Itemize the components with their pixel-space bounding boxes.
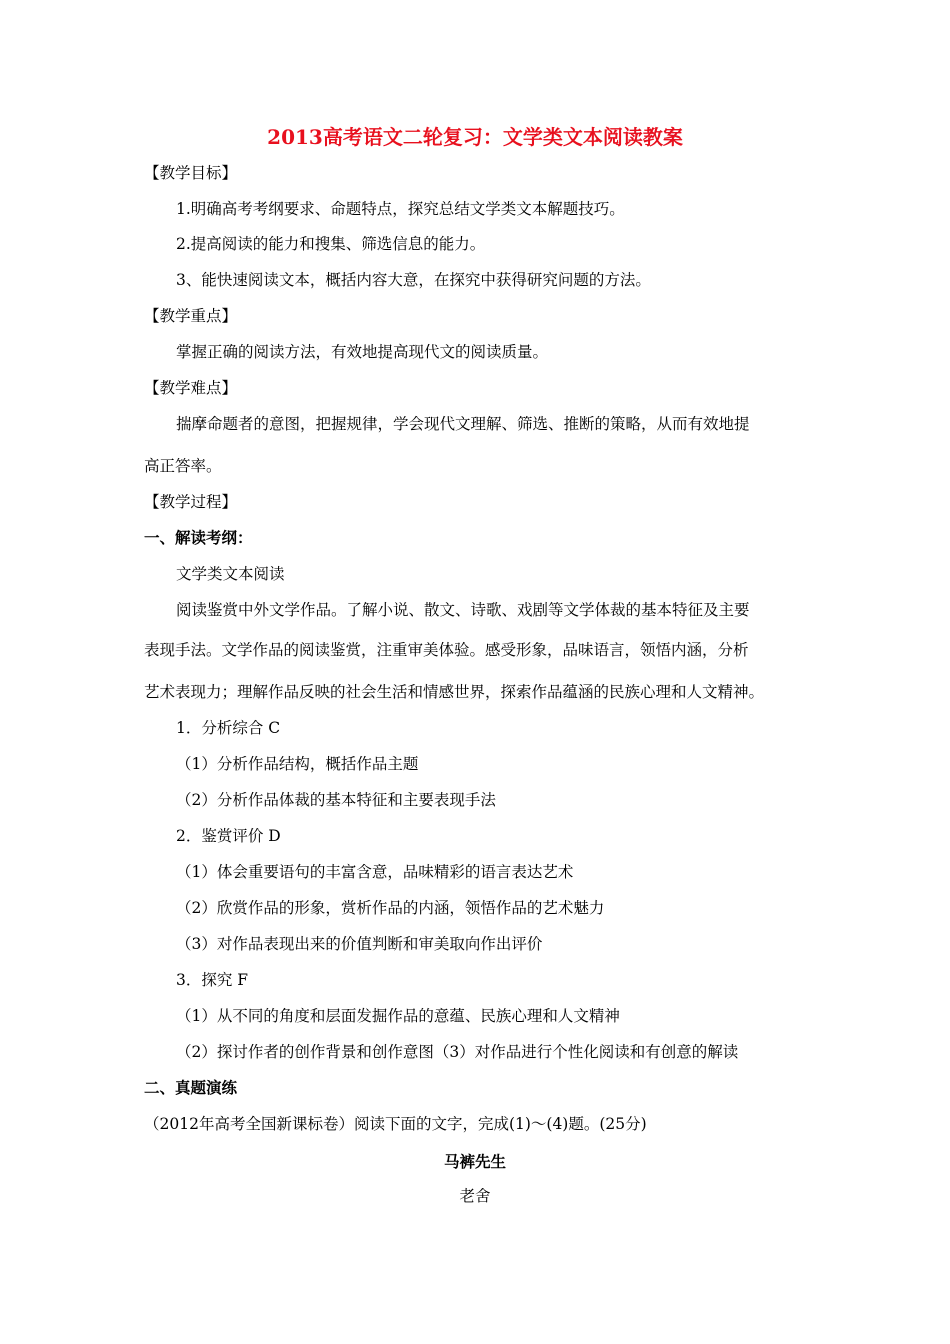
syllabus-item: 2．鉴赏评价 D xyxy=(176,827,281,845)
syllabus-para-line-2: 表现手法。文学作品的阅读鉴赏，注重审美体验。感受形象，品味语言，领悟内涵，分析 xyxy=(144,641,749,659)
syllabus-para-line-3: 艺术表现力；理解作品反映的社会生活和情感世界，探索作品蕴涵的民族心理和人文精神。 xyxy=(144,683,765,701)
difficulty-heading: 【教学难点】 xyxy=(144,379,238,397)
syllabus-item: （1）分析作品结构，概括作品主题 xyxy=(176,755,419,773)
syllabus-item: （1）从不同的角度和层面发掘作品的意蕴、民族心理和人文精神 xyxy=(176,1007,620,1025)
syllabus-item: （1）体会重要语句的丰富含意，品味精彩的语言表达艺术 xyxy=(176,863,574,881)
story-title: 马裤先生 xyxy=(443,1152,506,1171)
syllabus-item: （2）分析作品体裁的基本特征和主要表现手法 xyxy=(176,791,496,809)
syllabus-item: （2）探讨作者的创作背景和创作意图（3）对作品进行个性化阅读和有创意的解读 xyxy=(176,1043,739,1061)
goal-item-3: 3、能快速阅读文本，概括内容大意，在探究中获得研究问题的方法。 xyxy=(176,271,651,289)
section1-heading: 一、解读考纲： xyxy=(144,528,253,547)
focus-heading: 【教学重点】 xyxy=(144,307,238,325)
syllabus-item: （2）欣赏作品的形象，赏析作品的内涵，领悟作品的艺术魅力 xyxy=(176,899,605,917)
section2-heading: 二、真题演练 xyxy=(144,1078,238,1097)
syllabus-item: （3）对作品表现出来的价值判断和审美取向作出评价 xyxy=(176,935,543,953)
story-author: 老舍 xyxy=(459,1187,491,1205)
syllabus-para-line-1: 阅读鉴赏中外文学作品。了解小说、散文、诗歌、戏剧等文学体裁的基本特征及主要 xyxy=(176,601,750,619)
difficulty-line-2: 高正答率。 xyxy=(144,457,222,475)
document-title: 2013高考语文二轮复习：文学类文本阅读教案 xyxy=(267,125,683,149)
focus-text: 掌握正确的阅读方法，有效地提高现代文的阅读质量。 xyxy=(176,343,549,361)
goal-item-2: 2.提高阅读的能力和搜集、筛选信息的能力。 xyxy=(176,235,486,253)
difficulty-line-1: 揣摩命题者的意图，把握规律，学会现代文理解、筛选、推断的策略，从而有效地提 xyxy=(176,415,750,433)
goals-heading: 【教学目标】 xyxy=(144,164,238,182)
syllabus-item: 3．探究 F xyxy=(176,971,249,989)
section1-subtitle: 文学类文本阅读 xyxy=(176,565,285,583)
exam-source: （2012年高考全国新课标卷）阅读下面的文字，完成(1)～(4)题。(25分) xyxy=(144,1115,647,1133)
process-heading: 【教学过程】 xyxy=(144,493,238,511)
goal-item-1: 1.明确高考考纲要求、命题特点，探究总结文学类文本解题技巧。 xyxy=(176,200,625,218)
syllabus-item: 1．分析综合 C xyxy=(176,719,281,737)
